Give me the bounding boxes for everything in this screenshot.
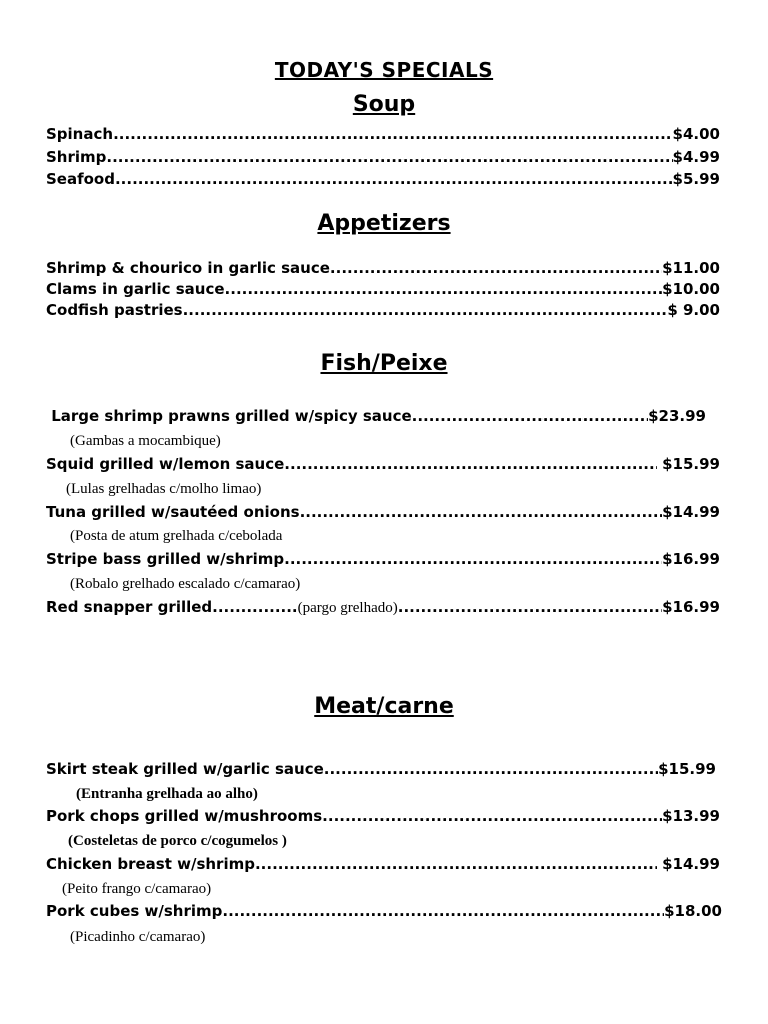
menu-item — [46, 854, 720, 874]
item-name: Pork chops grilled w/mushrooms — [46, 807, 323, 825]
menu-item — [46, 124, 720, 144]
dot-leader — [398, 597, 662, 617]
menu-item — [46, 406, 706, 426]
dot-leader — [106, 147, 672, 167]
meat-heading: Meat/carne — [314, 694, 454, 719]
item-price: $16.99 — [662, 550, 720, 568]
item-price: $ 9.00 — [667, 301, 720, 319]
item-note: (Picadinho c/camarao) — [70, 929, 206, 945]
menu-item — [46, 806, 720, 826]
item-note: (Posta de atum grelhada c/cebolada — [70, 528, 283, 544]
item-price: $13.99 — [662, 807, 720, 825]
item-note: (Entranha grelhada ao alho) — [76, 786, 258, 802]
item-note: (Robalo grelhado escalado c/camarao) — [70, 576, 301, 592]
item-price: $4.99 — [672, 148, 720, 166]
item-price: $15.99 — [656, 455, 720, 473]
menu-item — [46, 759, 716, 779]
dot-leader — [284, 549, 662, 569]
dot-leader — [412, 406, 648, 426]
soup-heading: Soup — [352, 92, 416, 117]
item-name: Large shrimp prawns grilled w/spicy sauce — [46, 407, 412, 425]
item-name: Tuna grilled w/sautéed onions — [46, 503, 300, 521]
menu-title: TODAY'S SPECIALS — [274, 58, 494, 82]
item-name: Codfish pastries — [46, 301, 183, 319]
dot-leader — [222, 901, 664, 921]
item-name: Pork cubes w/shrimp — [46, 902, 223, 920]
menu-item — [46, 597, 720, 618]
item-price: $15.99 — [658, 760, 716, 778]
item-price: $11.00 — [662, 259, 720, 277]
dot-leader — [183, 300, 668, 320]
item-note: (Lulas grelhadas c/molho limao) — [66, 481, 262, 497]
menu-item — [46, 901, 722, 921]
dot-leader — [115, 169, 673, 189]
dot-leader — [255, 854, 657, 874]
item-note: (Gambas a mocambique) — [70, 433, 221, 449]
item-price: $23.99 — [648, 407, 706, 425]
item-name: Squid grilled w/lemon sauce — [46, 455, 285, 473]
item-price: $14.99 — [662, 503, 720, 521]
menu-item — [46, 169, 720, 189]
menu-item — [46, 279, 720, 299]
menu-item — [46, 147, 720, 167]
menu-item — [46, 502, 720, 522]
item-note: (Costeletas de porco c/cogumelos ) — [68, 833, 287, 849]
dot-leader — [225, 279, 663, 299]
fish-heading: Fish/Peixe — [320, 351, 448, 376]
item-name: Red snapper grilled — [46, 598, 213, 616]
item-note: (Peito frango c/camarao) — [62, 881, 212, 897]
item-price: $5.99 — [672, 170, 720, 188]
menu-item — [46, 258, 720, 278]
dot-leader — [284, 454, 657, 474]
item-name: Clams in garlic sauce — [46, 280, 225, 298]
appetizers-heading: Appetizers — [317, 211, 451, 236]
item-name: Spinach — [46, 125, 114, 143]
item-name: Chicken breast w/shrimp — [46, 855, 255, 873]
item-name: Shrimp — [46, 148, 107, 166]
item-price: $4.00 — [672, 125, 720, 143]
item-name: Stripe bass grilled w/shrimp — [46, 550, 285, 568]
dot-leader — [324, 759, 658, 779]
item-name: Shrimp & chourico in garlic sauce — [46, 259, 330, 277]
dot-leader — [113, 124, 672, 144]
item-name: Seafood — [46, 170, 115, 188]
menu-item — [46, 454, 720, 474]
dot-leader — [300, 502, 663, 522]
item-price: $18.00 — [664, 902, 722, 920]
item-portuguese-name: (pargo grelhado) — [297, 600, 398, 616]
item-name: Skirt steak grilled w/garlic sauce — [46, 760, 324, 778]
dot-leader — [330, 258, 662, 278]
dot-leader — [322, 806, 662, 826]
menu-item — [46, 549, 720, 569]
item-price: $10.00 — [662, 280, 720, 298]
mid-dot-leader: ............... — [212, 598, 298, 616]
item-price: $16.99 — [662, 598, 720, 616]
menu-item — [46, 300, 720, 320]
item-price: $14.99 — [656, 855, 720, 873]
